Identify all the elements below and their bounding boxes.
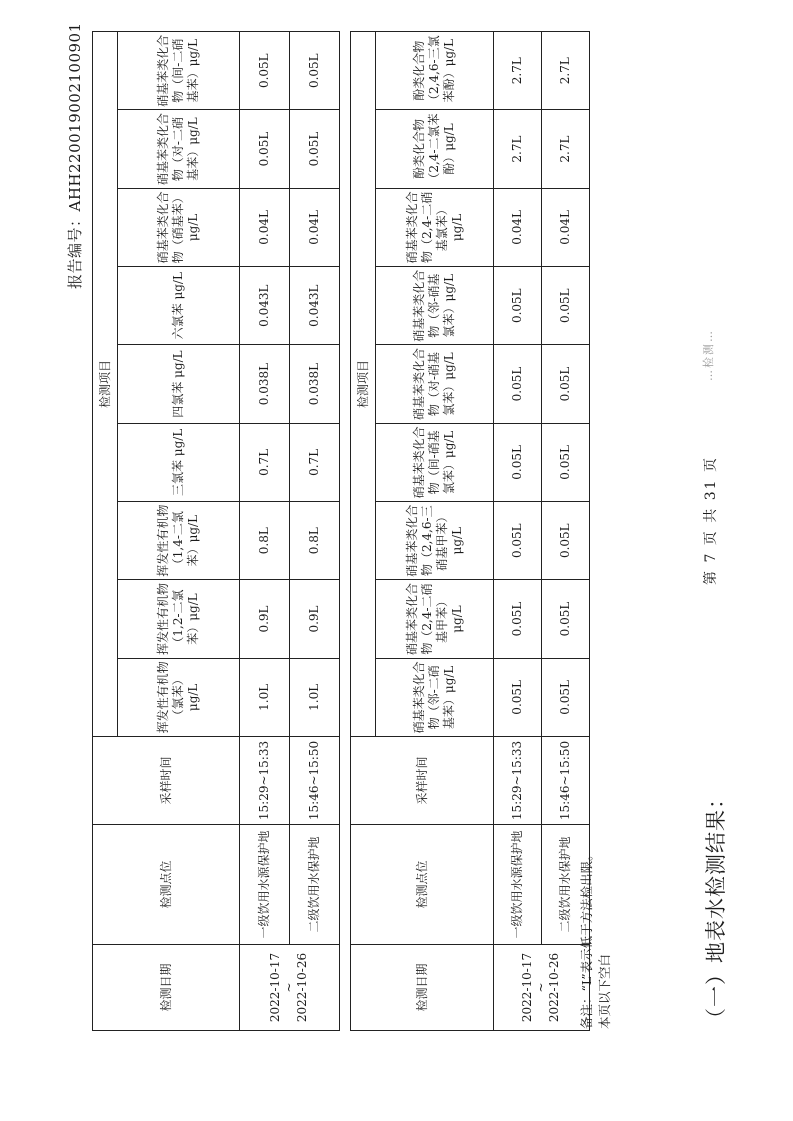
table-row — [290, 32, 340, 1031]
date-start: 2022-10-17 — [519, 952, 534, 1023]
value-cell: 0.05L — [542, 502, 590, 580]
value-cell: 2.7L — [494, 32, 542, 110]
value-cell: 0.05L — [494, 267, 542, 345]
time-cell: 15:29~15:33 — [494, 737, 542, 825]
value-cell: 0.05L — [542, 267, 590, 345]
param-header: 硝基苯类化合物（硝基苯）μg/L — [118, 188, 240, 266]
value-cell: 0.05L — [542, 580, 590, 658]
results-table-1 — [92, 31, 340, 1031]
header-time: 采样时间 — [93, 737, 240, 825]
date-range-cell — [494, 945, 590, 1031]
param-header: 硝基苯类化合物（邻-硝基氯苯）μg/L — [376, 267, 494, 345]
table-row — [494, 32, 542, 1031]
header-group: 检测项目 — [93, 32, 118, 737]
param-header: 酚类化合物（2,4,6-三氯苯酚）μg/L — [376, 32, 494, 110]
report-number: 报告编号：AHH220019002100901 — [66, 22, 84, 289]
table-notes — [578, 848, 614, 1029]
value-cell: 0.05L — [290, 110, 340, 188]
site-cell: 二级饮用水保护地 — [290, 825, 340, 945]
faded-stamp-text: …检测… — [702, 329, 715, 381]
date-end: 2022-10-26 — [295, 952, 310, 1023]
header-time: 采样时间 — [351, 737, 494, 825]
date-sep: ~ — [281, 982, 296, 993]
param-header: 硝基苯类化合物（2,4-二硝基甲苯）μg/L — [376, 580, 494, 658]
value-cell: 0.05L — [494, 580, 542, 658]
table-row — [240, 32, 290, 1031]
value-cell: 0.05L — [542, 345, 590, 423]
param-header: 三氯苯 μg/L — [118, 423, 240, 501]
value-cell: 0.043L — [240, 267, 290, 345]
value-cell: 1.0L — [240, 658, 290, 736]
value-cell: 0.038L — [290, 345, 340, 423]
param-header: 六氯苯 μg/L — [118, 267, 240, 345]
value-cell: 0.05L — [494, 423, 542, 501]
param-header: 硝基苯类化合物（2,4-二硝基氯苯）μg/L — [376, 188, 494, 266]
header-site: 检测点位 — [93, 825, 240, 945]
value-cell: 0.7L — [290, 423, 340, 501]
value-cell: 0.05L — [494, 658, 542, 736]
date-start: 2022-10-17 — [267, 952, 282, 1023]
site-cell: 一级饮用水源保护地 — [240, 825, 290, 945]
param-header: 挥发性有机物（氯苯）μg/L — [118, 658, 240, 736]
value-cell: 2.7L — [542, 110, 590, 188]
site-cell: 一级饮用水源保护地 — [494, 825, 542, 945]
param-header: 硝基苯类化合物（对-二硝基苯）μg/L — [118, 110, 240, 188]
value-cell: 0.04L — [542, 188, 590, 266]
param-header: 挥发性有机物（1,4-二氯苯）μg/L — [118, 502, 240, 580]
note-detection-limit: 备注：“L”表示低于方法检出限。 — [579, 848, 594, 1029]
value-cell: 0.05L — [494, 502, 542, 580]
value-cell: 2.7L — [542, 32, 590, 110]
time-cell: 15:46~15:50 — [290, 737, 340, 825]
value-cell: 0.05L — [542, 658, 590, 736]
param-header: 酚类化合物（2,4-二氯苯酚）μg/L — [376, 110, 494, 188]
value-cell: 1.0L — [290, 658, 340, 736]
table-header-group-row — [93, 32, 118, 1031]
value-cell: 0.04L — [240, 188, 290, 266]
value-cell: 0.04L — [494, 188, 542, 266]
header-date: 检测日期 — [351, 945, 494, 1031]
time-cell: 15:29~15:33 — [240, 737, 290, 825]
section-heading: （一）地表水检测结果： — [704, 787, 728, 1029]
value-cell: 0.9L — [290, 580, 340, 658]
param-header: 硝基苯类化合物（邻-二硝基苯）μg/L — [376, 658, 494, 736]
date-range-cell — [240, 945, 340, 1031]
value-cell: 2.7L — [494, 110, 542, 188]
header-date: 检测日期 — [93, 945, 240, 1031]
param-header: 挥发性有机物（1,2-二氯苯）μg/L — [118, 580, 240, 658]
time-cell: 15:46~15:50 — [542, 737, 590, 825]
table-header-group-row — [351, 32, 376, 1031]
value-cell: 0.05L — [240, 110, 290, 188]
date-sep: ~ — [533, 982, 548, 993]
header-site: 检测点位 — [351, 825, 494, 945]
param-header: 硝基苯类化合物（2,4,6-三硝基甲苯）μg/L — [376, 502, 494, 580]
value-cell: 0.05L — [240, 32, 290, 110]
value-cell: 0.043L — [290, 267, 340, 345]
value-cell: 0.8L — [240, 502, 290, 580]
header-group: 检测项目 — [351, 32, 376, 737]
param-header: 硝基苯类化合物（间-硝基氯苯）μg/L — [376, 423, 494, 501]
page-number: 第 7 页 共 31 页 — [703, 456, 719, 585]
value-cell: 0.04L — [290, 188, 340, 266]
note-blank-below: 本页以下空白 — [597, 953, 612, 1029]
value-cell: 0.038L — [240, 345, 290, 423]
value-cell: 0.05L — [494, 345, 542, 423]
param-header: 硝基苯类化合物（间-二硝基苯）μg/L — [118, 32, 240, 110]
param-header: 硝基苯类化合物（对-硝基氯苯）μg/L — [376, 345, 494, 423]
date-end: 2022-10-26 — [547, 952, 562, 1023]
value-cell: 0.8L — [290, 502, 340, 580]
param-header: 四氯苯 μg/L — [118, 345, 240, 423]
value-cell: 0.9L — [240, 580, 290, 658]
value-cell: 0.05L — [290, 32, 340, 110]
value-cell: 0.7L — [240, 423, 290, 501]
site-cell: 二级饮用水保护地 — [542, 825, 590, 945]
results-table-2 — [350, 31, 590, 1031]
value-cell: 0.05L — [542, 423, 590, 501]
